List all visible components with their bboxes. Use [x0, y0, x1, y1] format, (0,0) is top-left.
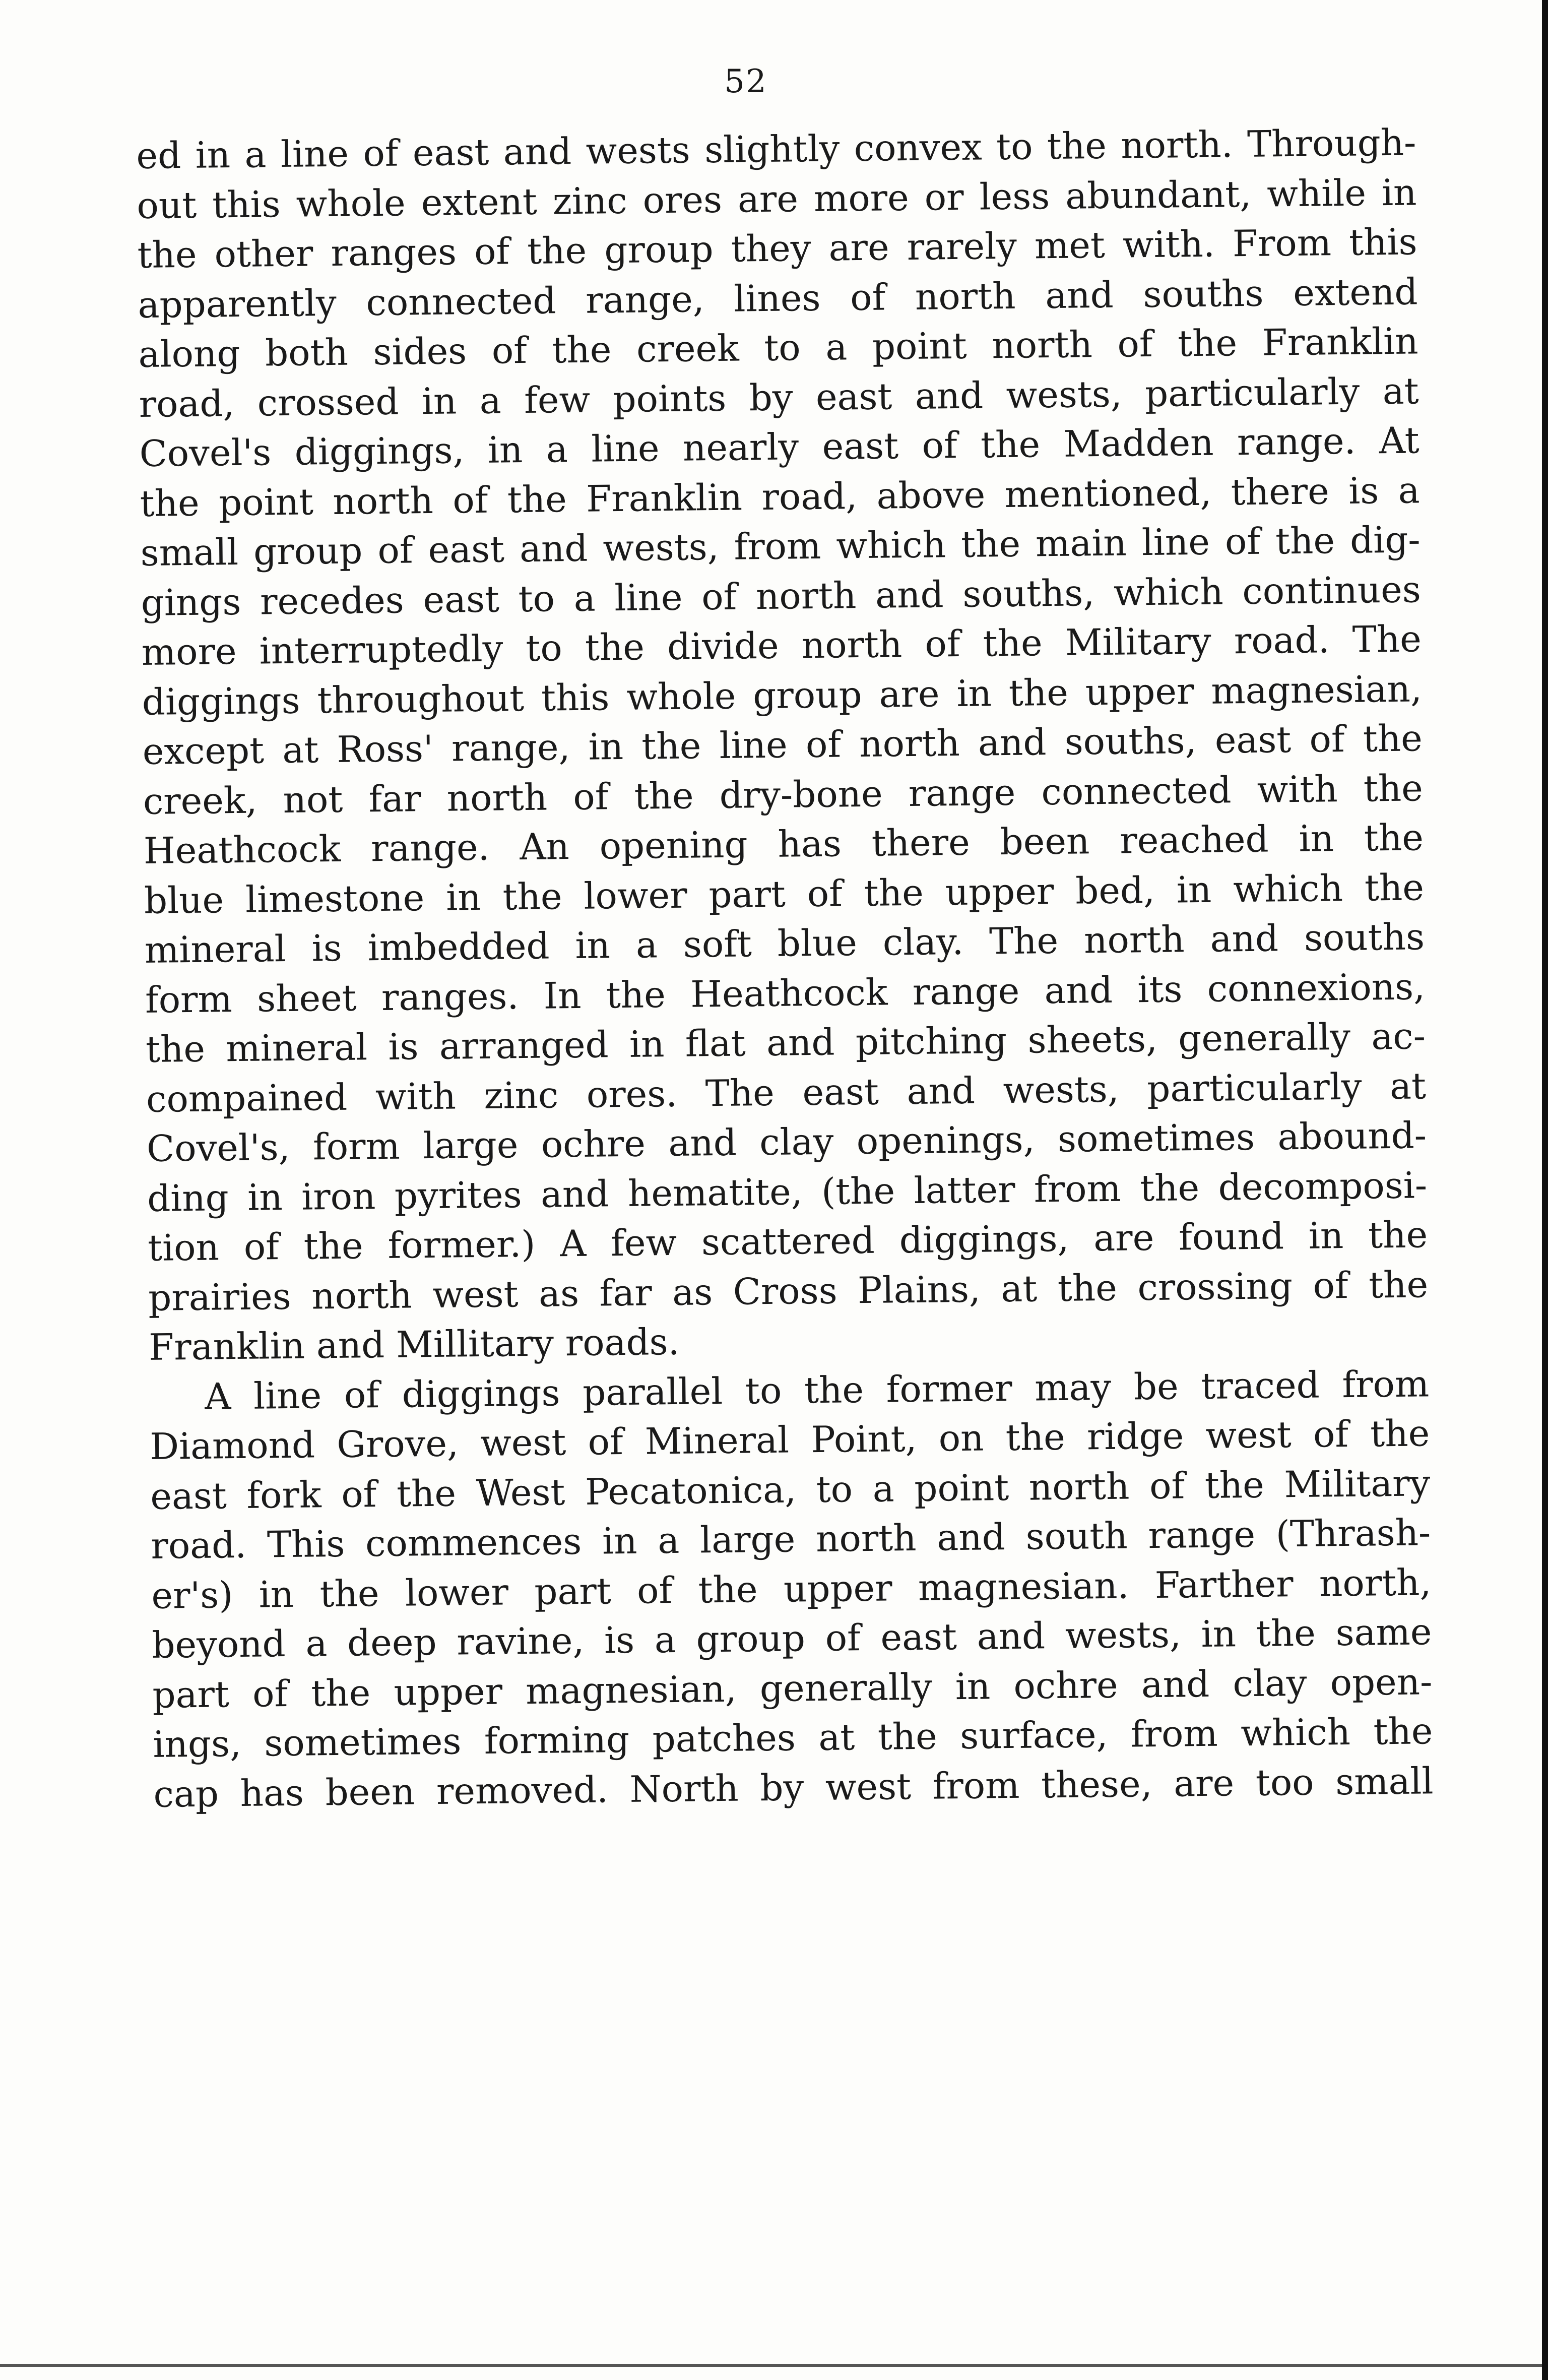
text-line: small group of east and wests, from which the main line of the dig- [140, 518, 1421, 574]
text-line: Covel's diggings, in a line nearly east of the Madden range. At [139, 419, 1420, 475]
page-bottom-edge [0, 2364, 1542, 2367]
text-line: A line of diggings parallel to the former may be traced from [204, 1362, 1430, 1418]
page-number: 52 [724, 63, 767, 100]
text-line: Heathcock range. An opening has there been reached in the [143, 816, 1424, 872]
text-line: mineral is imbedded in a soft blue clay. The north and souths [144, 915, 1425, 971]
text-line: blue limestone in the lower part of the upper bed, in which the [144, 865, 1425, 922]
text-line: except at Ross' range, in the line of north and souths, east of the [142, 717, 1423, 773]
text-line: Diamond Grove, west of Mineral Point, on the ridge west of the [149, 1412, 1430, 1468]
text-line: ding in iron pyrites and hematite, (the latter from the decomposi- [147, 1163, 1428, 1220]
text-line: Covel's, form large ochre and clay openings, sometimes abound- [146, 1114, 1427, 1170]
text-line: form sheet ranges. In the Heathcock range and its connexions, [145, 965, 1426, 1021]
text-line: part of the upper magnesian, generally in ochre and clay open- [152, 1660, 1433, 1716]
text-line: ed in a line of east and wests slightly convex to the north. Through- [136, 121, 1416, 177]
text-line: road. This commences in a large north and south range (Thrash- [150, 1511, 1431, 1567]
text-line: along both sides of the creek to a point north of the Franklin [138, 320, 1418, 375]
text-line: cap has been removed. North by west from these, are too small [153, 1759, 1434, 1815]
text-line: Franklin and Millitary roads. [148, 1320, 680, 1368]
text-line: the point north of the Franklin road, above mentioned, there is a [140, 468, 1421, 525]
body-text [136, 117, 1434, 1819]
text-line: diggings throughout this whole group are in the upper magnesian, [142, 667, 1423, 723]
text-line: creek, not far north of the dry-bone range connected with the [143, 766, 1424, 823]
text-line: compained with zinc ores. The east and wests, particularly at [146, 1064, 1427, 1120]
text-line: beyond a deep ravine, is a group of east and wests, in the same [152, 1610, 1432, 1666]
text-line: road, crossed in a few points by east and wests, particularly at [139, 369, 1419, 425]
text-line: more interruptedly to the divide north of the Military road. The [141, 617, 1422, 673]
text-line: the mineral is arranged in flat and pitching sheets, generally ac- [145, 1015, 1426, 1071]
text-line: prairies north west as far as Cross Plains, at the crossing of the [148, 1263, 1429, 1319]
text-line: east fork of the West Pecatonica, to a point north of the Military [150, 1461, 1431, 1518]
text-line: er's) in the lower part of the upper magnesian. Farther north, [151, 1560, 1432, 1617]
text-line: gings recedes east to a line of north and souths, which continues [141, 568, 1422, 624]
text-line: out this whole extent zinc ores are more or less abundant, while in [137, 170, 1417, 227]
text-line: the other ranges of the group they are rarely met with. From this [137, 220, 1417, 276]
text-line: ings, sometimes forming patches at the surface, from which the [153, 1710, 1433, 1766]
page-right-edge [1542, 0, 1548, 2380]
text-line: tion of the former.) A few scattered diggings, are found in the [147, 1213, 1428, 1269]
text-line: apparently connected range, lines of north and souths extend [138, 270, 1418, 326]
